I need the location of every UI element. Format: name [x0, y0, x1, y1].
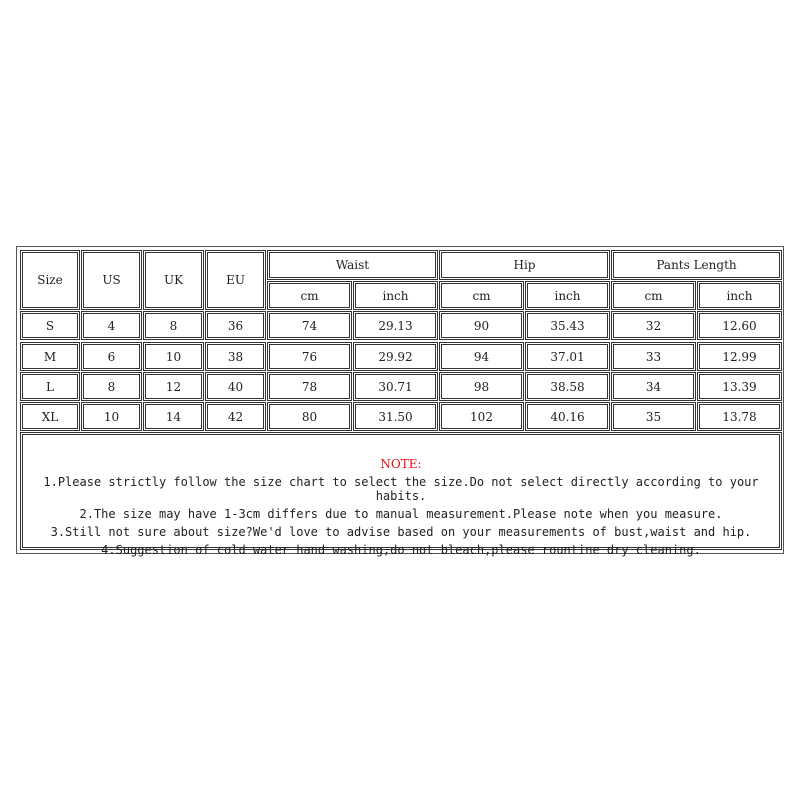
cell-us: 6: [81, 342, 142, 371]
cell-hip-cm: 98: [439, 372, 524, 401]
cell-size: M: [20, 342, 80, 371]
cell-eu: 42: [205, 402, 266, 431]
cell-us: 4: [81, 311, 142, 340]
cell-pants-cm: 33: [611, 342, 696, 371]
cell-size: L: [20, 372, 80, 401]
cell-us: 8: [81, 372, 142, 401]
cell-waist-cm: 80: [267, 402, 352, 431]
cell-pants-inch: 12.99: [697, 342, 782, 371]
note-line-1: 1.Please strictly follow the size chart to select the size.Do not select directly according to your habits.: [43, 475, 759, 503]
cell-waist-cm: 76: [267, 342, 352, 371]
note-line-3: 3.Still not sure about size?We'd love to advise based on your measurements of bust,waist and hip.: [50, 525, 752, 539]
header-us: US: [81, 250, 142, 310]
cell-hip-cm: 94: [439, 342, 524, 371]
subheader-hip-cm: cm: [439, 281, 524, 310]
cell-pants-cm: 32: [611, 311, 696, 340]
subheader-pants-inch: inch: [697, 281, 782, 310]
cell-hip-inch: 38.58: [525, 372, 610, 401]
cell-eu: 36: [205, 311, 266, 340]
cell-uk: 12: [143, 372, 204, 401]
cell-pants-inch: 12.60: [697, 311, 782, 340]
cell-waist-inch: 29.13: [353, 311, 438, 340]
cell-uk: 14: [143, 402, 204, 431]
cell-size: S: [20, 311, 80, 340]
cell-uk: 8: [143, 311, 204, 340]
cell-pants-inch: 13.39: [697, 372, 782, 401]
note-box: [20, 432, 782, 557]
header-uk: UK: [143, 250, 204, 310]
cell-hip-cm: 90: [439, 311, 524, 340]
cell-waist-inch: 31.50: [353, 402, 438, 431]
subheader-waist-inch: inch: [353, 281, 438, 310]
cell-pants-cm: 34: [611, 372, 696, 401]
header-size: Size: [20, 250, 80, 310]
note-title: NOTE:: [380, 457, 422, 471]
subheader-pants-cm: cm: [611, 281, 696, 310]
header-hip: Hip: [439, 250, 610, 280]
subheader-waist-cm: cm: [267, 281, 352, 310]
cell-waist-cm: 78: [267, 372, 352, 401]
cell-waist-inch: 29.92: [353, 342, 438, 371]
cell-waist-inch: 30.71: [353, 372, 438, 401]
cell-hip-cm: 102: [439, 402, 524, 431]
cell-uk: 10: [143, 342, 204, 371]
cell-us: 10: [81, 402, 142, 431]
cell-hip-inch: 40.16: [525, 402, 610, 431]
subheader-hip-inch: inch: [525, 281, 610, 310]
cell-size: XL: [20, 402, 80, 431]
cell-eu: 40: [205, 372, 266, 401]
header-waist: Waist: [267, 250, 438, 280]
cell-hip-inch: 35.43: [525, 311, 610, 340]
note-line-4: 4.Suggestion of cold water hand washing,do not bleach,please rountine dry cleaning.: [101, 543, 701, 557]
cell-pants-cm: 35: [611, 402, 696, 431]
cell-waist-cm: 74: [267, 311, 352, 340]
header-pants-length: Pants Length: [611, 250, 782, 280]
header-eu: EU: [205, 250, 266, 310]
note-line-2: 2.The size may have 1-3cm differs due to manual measurement.Please note when you measure.: [79, 507, 723, 521]
cell-pants-inch: 13.78: [697, 402, 782, 431]
cell-hip-inch: 37.01: [525, 342, 610, 371]
cell-eu: 38: [205, 342, 266, 371]
